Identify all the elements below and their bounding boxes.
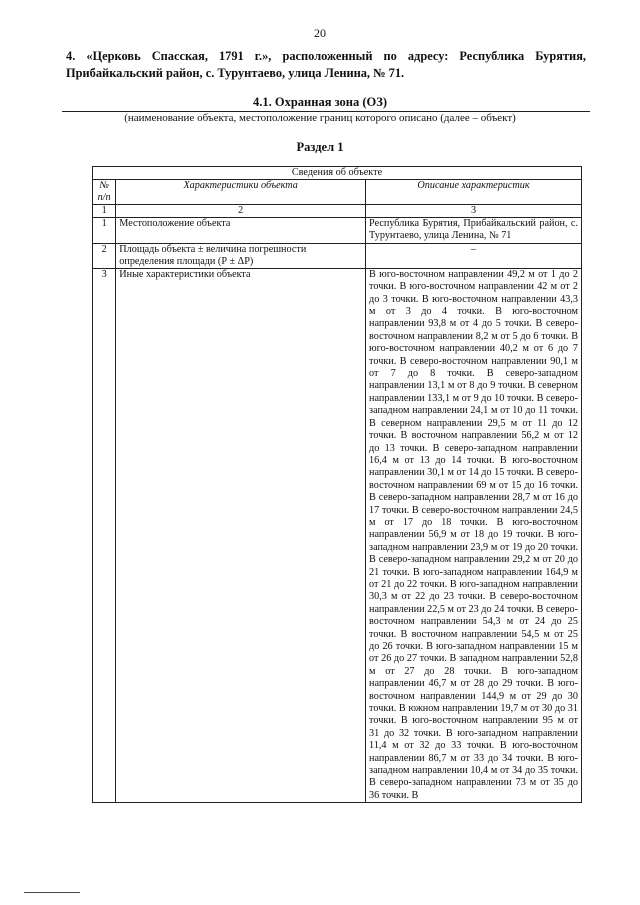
header-description: Описание характеристик [366,180,582,205]
row-num: 2 [93,243,116,268]
section-title: Раздел 1 [296,140,344,154]
table-caption-row [93,167,582,180]
index-2: 2 [116,205,366,218]
row-num: 3 [93,268,116,802]
table-row [93,268,582,802]
header-num: № п/п [93,180,116,205]
table-row [93,243,582,268]
object-info-table [92,166,582,803]
index-1: 1 [93,205,116,218]
row-num: 1 [93,218,116,244]
index-3: 3 [366,205,582,218]
zone-caption: (наименование объекта, местоположение границ которого описано (далее – объект) [124,112,516,124]
table-row [93,218,582,244]
header-characteristic: Характеристики объекта [116,180,366,205]
row-description: Республика Бурятия, Прибайкальский район, с. Турунтаево, улица Ленина, № 71 [366,218,582,244]
table-caption: Сведения об объекте [93,167,582,180]
row-characteristic: Иные характеристики объекта [116,268,366,802]
page-number: 20 [314,26,326,40]
object-heading: 4. «Церковь Спасская, 1791 г.», расположенный по адресу: Республика Бурятия, Прибайкальский район, с. Турунтаево, улица Ленина, № 71. [66,49,586,80]
row-characteristic: Площадь объекта ± величина погрешности определения площади (Р ± ΔР) [116,243,366,268]
table-header-row [93,180,582,205]
row-description: – [366,243,582,268]
table-index-row [93,205,582,218]
row-description: В юго-восточном направлении 49,2 м от 1 до 2 точки. В юго-восточном направлении 42 м от 2 до 3 точки. В юго-восточном направлении 43,3 м от 3 до 4 точки. В юго-восточном направлении 93,8 м от 4 до 5 точки. В северо-восточном направлении 8,2 м от 5 до 6 точки. В юго-восточном направлении 40,2 м от 6 до 7 точки. В северо-восточном направлении 90,1 м от 7 до 8 точки. В северо-западном направлении 13,1 м от 8 до 9 точки. В северном направлении 133,1 м от 9 до 10 точки. В северо-западном направлении 24,1 м от 10 до 11 точки. В северном направлении 29,5 м от 11 до 12 точки. В восточном направлении 56,2 м от 12 до 13 точки. В северо-западном направлении 16,4 м от 13 до 14 точки. В юго-восточном направлении 30,1 м от 14 до 15 точки. В северо-восточном направлении 69 м от 15 до 16 точки. В северо-западном направлении 28,7 м от 16 до 17 точки. В северо-восточном направлении 24,5 м от 17 до 18 точки. В юго-восточном направлении 56,9 м от 18 до 19 точки. В юго-западном направлении 23,9 м от 19 до 20 точки. В северо-западном направлении 29,2 м от 20 до 21 точки. В юго-западном направлении 164,9 м от 21 до 22 точки. В юго-западном направлении 30,3 м от 22 до 23 точки. В северо-восточном направлении 22,5 м от 23 до 24 точки. В северо-восточном направлении 54,3 м от 24 до 25 точки. В восточном направлении 54,5 м от 25 до 26 точки. В юго-западном направлении 15 м от 26 до 27 точки. В западном направлении 52,8 м от 27 до 28 точки. В юго-западном направлении 46,7 м от 28 до 29 точки. В юго-восточном направлении 144,9 м от 29 до 30 точки. В южном направлении 19,7 м от 30 до 31 точки. В юго-восточном направлении 95 м от 31 до 32 точки. В юго-западном направлении 11,4 м от 32 до 33 точки. В юго-восточном направлении 86,7 м от 33 до 34 точки. В юго-западном направлении 10,4 м от 34 до 35 точки. В северо-западном направлении 73 м от 35 до 36 точки. В [366,268,582,802]
row-characteristic: Местоположение объекта [116,218,366,244]
footer-rule [24,892,80,893]
zone-title: 4.1. Охранная зона (ОЗ) [252,95,387,109]
